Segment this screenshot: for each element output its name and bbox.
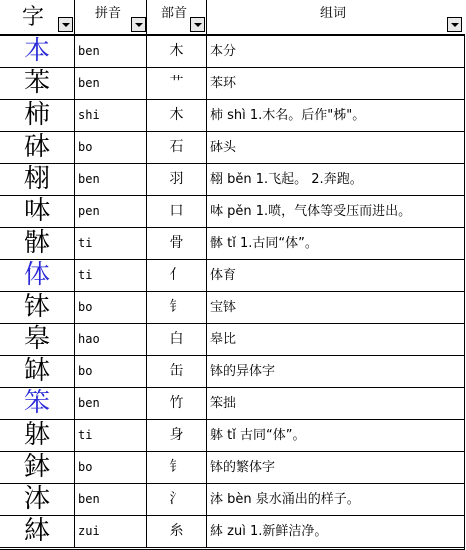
char-cell[interactable]: 躰 (0, 420, 75, 451)
table-row (0, 196, 465, 228)
pinyin-cell[interactable]: ti (75, 260, 147, 291)
words-cell[interactable]: 呠 pěn 1.喷，气体等受压而进出。 (210, 204, 412, 219)
words-cell[interactable]: 宝钵 (210, 300, 237, 315)
char-cell[interactable]: 砵 (0, 132, 75, 163)
pinyin-cell[interactable]: ben (75, 36, 147, 67)
radical-cell[interactable]: 白 (147, 324, 207, 355)
words-cell[interactable]: 钵的异体字 (210, 364, 276, 379)
table-row (0, 164, 465, 196)
pinyin-cell[interactable]: bo (75, 292, 147, 323)
pinyin-cell[interactable]: ben (75, 484, 147, 515)
table-row (0, 420, 465, 452)
table-row (0, 260, 465, 292)
radical-cell[interactable]: 身 (147, 420, 207, 451)
char-cell[interactable]: 骵 (0, 228, 75, 259)
radical-cell[interactable]: 亻 (147, 260, 207, 291)
pinyin-cell[interactable]: bo (75, 356, 147, 387)
header-pinyin-label: 拼音 (95, 6, 122, 21)
table-row (0, 484, 465, 516)
words-cell[interactable]: 絊 zuì 1.新鲜洁净。 (210, 524, 328, 539)
words-cell[interactable]: 笨拙 (210, 396, 237, 411)
radical-cell[interactable]: 缶 (147, 356, 207, 387)
header-words-cell[interactable] (207, 0, 465, 34)
char-cell[interactable]: 本 (0, 36, 75, 67)
char-cell[interactable]: 鉢 (0, 452, 75, 483)
header-radical-cell[interactable] (147, 0, 207, 34)
pinyin-cell[interactable]: bo (75, 132, 147, 163)
pinyin-cell[interactable]: shi (75, 100, 147, 131)
radical-cell[interactable]: 口 (147, 196, 207, 227)
char-cell[interactable]: 柿 (0, 100, 75, 131)
words-cell[interactable]: 苯环 (210, 76, 237, 91)
table-row (0, 292, 465, 324)
radical-cell[interactable]: 木 (147, 100, 207, 131)
header-words-label: 组词 (320, 6, 347, 21)
header-char-cell[interactable] (0, 0, 75, 34)
radical-cell[interactable]: 钅 (147, 292, 207, 323)
char-cell[interactable]: 缽 (0, 356, 75, 387)
words-cell[interactable]: 骵 tǐ 1.古同“体”。 (210, 236, 318, 251)
radical-cell[interactable]: 艹 (147, 68, 207, 99)
char-cell[interactable]: 苯 (0, 68, 75, 99)
table-row (0, 516, 465, 548)
pinyin-cell[interactable]: ti (75, 228, 147, 259)
words-cell[interactable]: 体育 (210, 268, 237, 283)
char-cell[interactable]: 笨 (0, 388, 75, 419)
pinyin-cell[interactable]: ben (75, 388, 147, 419)
filter-dropdown-icon[interactable] (131, 17, 146, 32)
pinyin-cell[interactable]: hao (75, 324, 147, 355)
char-cell[interactable]: 皋 (0, 324, 75, 355)
pinyin-cell[interactable]: zui (75, 516, 147, 547)
filter-dropdown-icon[interactable] (58, 17, 73, 32)
radical-cell[interactable]: 竹 (147, 388, 207, 419)
char-cell[interactable]: 钵 (0, 292, 75, 323)
words-cell[interactable]: 泍 bèn 泉水涌出的样子。 (210, 492, 360, 507)
header-char-label: 字 (22, 5, 45, 30)
radical-cell[interactable]: 氵 (147, 484, 207, 515)
pinyin-cell[interactable]: pen (75, 196, 147, 227)
words-cell[interactable]: 本分 (210, 44, 237, 59)
pinyin-cell[interactable]: ben (75, 68, 147, 99)
header-pinyin-cell[interactable] (75, 0, 147, 34)
char-cell[interactable]: 翉 (0, 164, 75, 195)
words-cell[interactable]: 皋比 (210, 332, 237, 347)
words-cell[interactable]: 钵的繁体字 (210, 460, 276, 475)
header-radical-label: 部首 (161, 6, 188, 21)
radical-cell[interactable]: 骨 (147, 228, 207, 259)
pinyin-cell[interactable]: bo (75, 452, 147, 483)
radical-cell[interactable]: 糸 (147, 516, 207, 547)
table-row (0, 36, 465, 68)
table-row (0, 356, 465, 388)
header-row (0, 0, 465, 36)
radical-cell[interactable]: 钅 (147, 452, 207, 483)
radical-cell[interactable]: 石 (147, 132, 207, 163)
char-cell[interactable]: 泍 (0, 484, 75, 515)
filter-dropdown-icon[interactable] (447, 17, 462, 32)
char-cell[interactable]: 絊 (0, 516, 75, 547)
words-cell[interactable]: 翉 běn 1.飞起。 2.奔跑。 (210, 172, 363, 187)
table-row (0, 68, 465, 100)
table-row (0, 228, 465, 260)
table-row (0, 452, 465, 484)
radical-cell[interactable]: 木 (147, 36, 207, 67)
radical-cell[interactable]: 羽 (147, 164, 207, 195)
pinyin-cell[interactable]: ben (75, 164, 147, 195)
words-cell[interactable]: 躰 tǐ 古同“体”。 (210, 428, 306, 443)
table-row (0, 100, 465, 132)
table-row (0, 388, 465, 420)
words-cell[interactable]: 柿 shì 1.木名。后作"柹"。 (210, 108, 366, 123)
table-row (0, 324, 465, 356)
char-cell[interactable]: 呠 (0, 196, 75, 227)
words-cell[interactable]: 砵头 (210, 140, 237, 155)
pinyin-cell[interactable]: ti (75, 420, 147, 451)
filter-dropdown-icon[interactable] (190, 17, 205, 32)
table-row (0, 132, 465, 164)
char-cell[interactable]: 体 (0, 260, 75, 291)
